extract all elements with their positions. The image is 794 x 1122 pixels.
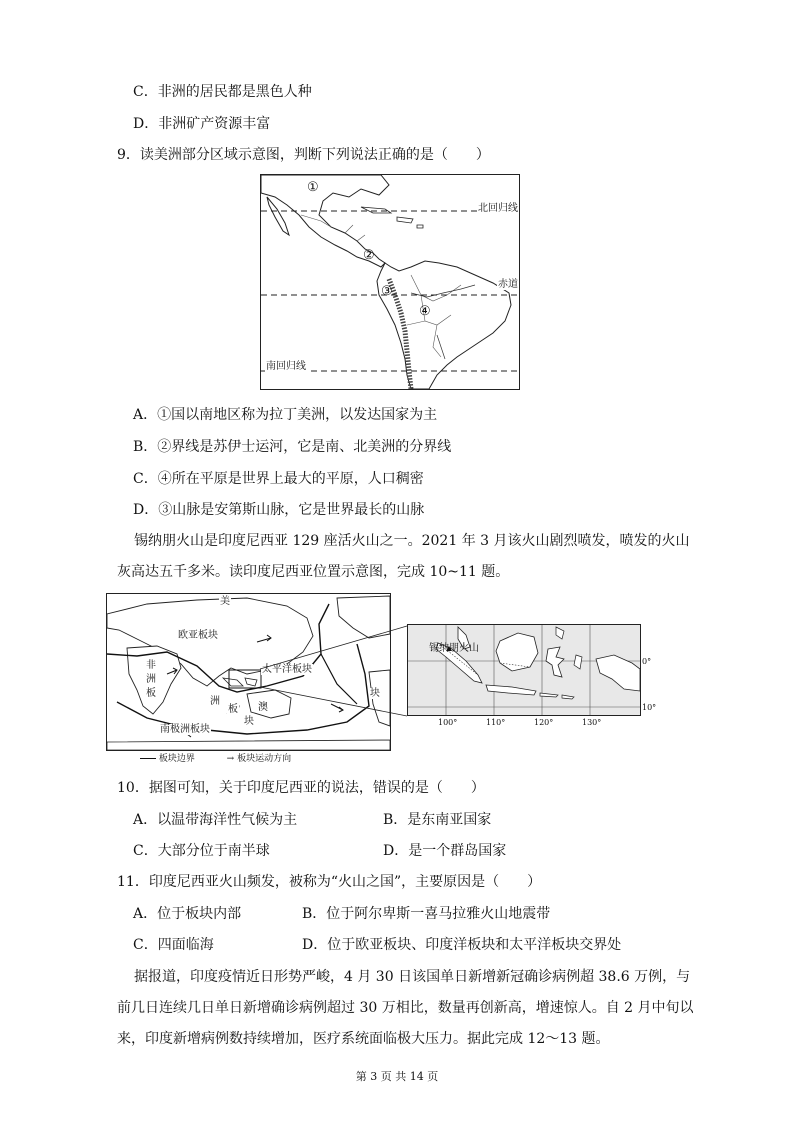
q9-option-d: D．③山脉是安第斯山脉，它是世界最长的山脉: [133, 502, 425, 518]
q10-stem: 10．据图可知，关于印度尼西亚的说法，错误的是（ ）: [117, 780, 485, 796]
passage2-line2: 前几日连续几日单日新增确诊病例超过 30 万相比，数量再创新高，增速惊人。自 2 月中旬以: [117, 1000, 694, 1016]
plate-label-antarctic: 南极洲板块: [160, 724, 210, 735]
lon-120-label: 120°: [534, 718, 554, 727]
plate-label-ao: 澳: [258, 702, 268, 713]
plate-label-indian-zhou: 洲: [210, 696, 220, 707]
q8-option-d: D．非洲矿产资源丰富: [133, 116, 271, 132]
indonesia-inset-map: [407, 624, 641, 716]
q11-option-b: B．位于阿尔卑斯一喜马拉雅火山地震带: [302, 906, 551, 922]
q10-option-d: D．是一个群岛国家: [383, 843, 507, 859]
q9-stem: 9．读美洲部分区域示意图，判断下列说法正确的是（ ）: [117, 147, 490, 163]
mark-1: ①: [307, 180, 319, 195]
q10-option-c: C．大部分位于南半球: [133, 843, 270, 859]
q11-option-c: C．四面临海: [133, 937, 214, 953]
q8-option-c: C．非洲的居民都是黑色人种: [133, 84, 312, 100]
plate-label-eurasian: 欧亚板块: [178, 630, 218, 641]
lat-0-label: 0°: [642, 657, 652, 666]
plate-label-kuai2: 块: [244, 716, 254, 727]
plate-label-zhou: 洲: [146, 674, 156, 685]
q11-stem: 11．印度尼西亚火山频发，被称为“火山之国”，主要原因是（ ）: [117, 874, 542, 890]
plate-label-indian-ban: 板: [228, 704, 238, 715]
passage1-line1: 锡纳朋火山是印度尼西亚 129 座活火山之一。2021 年 3 月该火山剧烈喷发，喷发的火山: [134, 533, 690, 549]
plate-label-fei: 非: [146, 660, 156, 671]
legend-motion: 板块运动方向: [237, 754, 292, 764]
q11-option-d: D．位于欧亚板块、印度洋板块和太平洋板块交界处: [302, 937, 622, 953]
q11-option-a: A．位于板块内部: [133, 906, 242, 922]
volcano-label: 锡纳朋火山: [429, 643, 479, 654]
page-footer: 第 3 页 共 14 页: [355, 1070, 439, 1083]
tropic-of-capricorn-label: 南回归线: [266, 361, 306, 372]
mark-3: ③: [381, 284, 393, 299]
lat-10s-label: 10°: [642, 703, 657, 712]
plate-label-kuai: 块: [370, 688, 380, 699]
q10-option-a: A．以温带海洋性气候为主: [133, 812, 298, 828]
q9-option-c: C．④所在平原是世界上最大的平原，人口稠密: [133, 471, 424, 487]
equator-label: 赤道: [498, 279, 518, 290]
passage2-line3: 来，印度新增病例数持续增加，医疗系统面临极大压力。据此完成 12～13 题。: [117, 1031, 610, 1047]
lon-110-label: 110°: [486, 718, 506, 727]
passage1-line2: 灰高达五千多米。读印度尼西亚位置示意图，完成 10~11 题。: [117, 564, 510, 580]
q10-option-b: B．是东南亚国家: [383, 812, 492, 828]
plate-label-ban: 板: [146, 688, 156, 699]
mark-2: ②: [363, 248, 375, 263]
plate-label-pacific: 太平洋板块: [262, 664, 312, 675]
indonesia-inset-drawing: [408, 625, 640, 715]
plate-label-mei: 美: [220, 596, 230, 607]
motion-legend-swatch: →: [226, 754, 235, 764]
lon-100-label: 100°: [438, 718, 458, 727]
passage2-line1: 据报道，印度疫情近日形势严峻，4 月 30 日该国单日新增新冠确诊病例超 38.6 万例，与: [134, 969, 691, 985]
tropic-of-cancer-label: 北回归线: [478, 203, 518, 214]
mark-4: ④: [419, 304, 431, 319]
legend-boundary: 板块边界: [158, 754, 195, 764]
q9-option-b: B．②界线是苏伊士运河，它是南、北美洲的分界线: [133, 439, 452, 455]
q9-option-a: A．①国以南地区称为拉丁美洲，以发达国家为主: [133, 407, 438, 423]
lon-130-label: 130°: [582, 718, 602, 727]
